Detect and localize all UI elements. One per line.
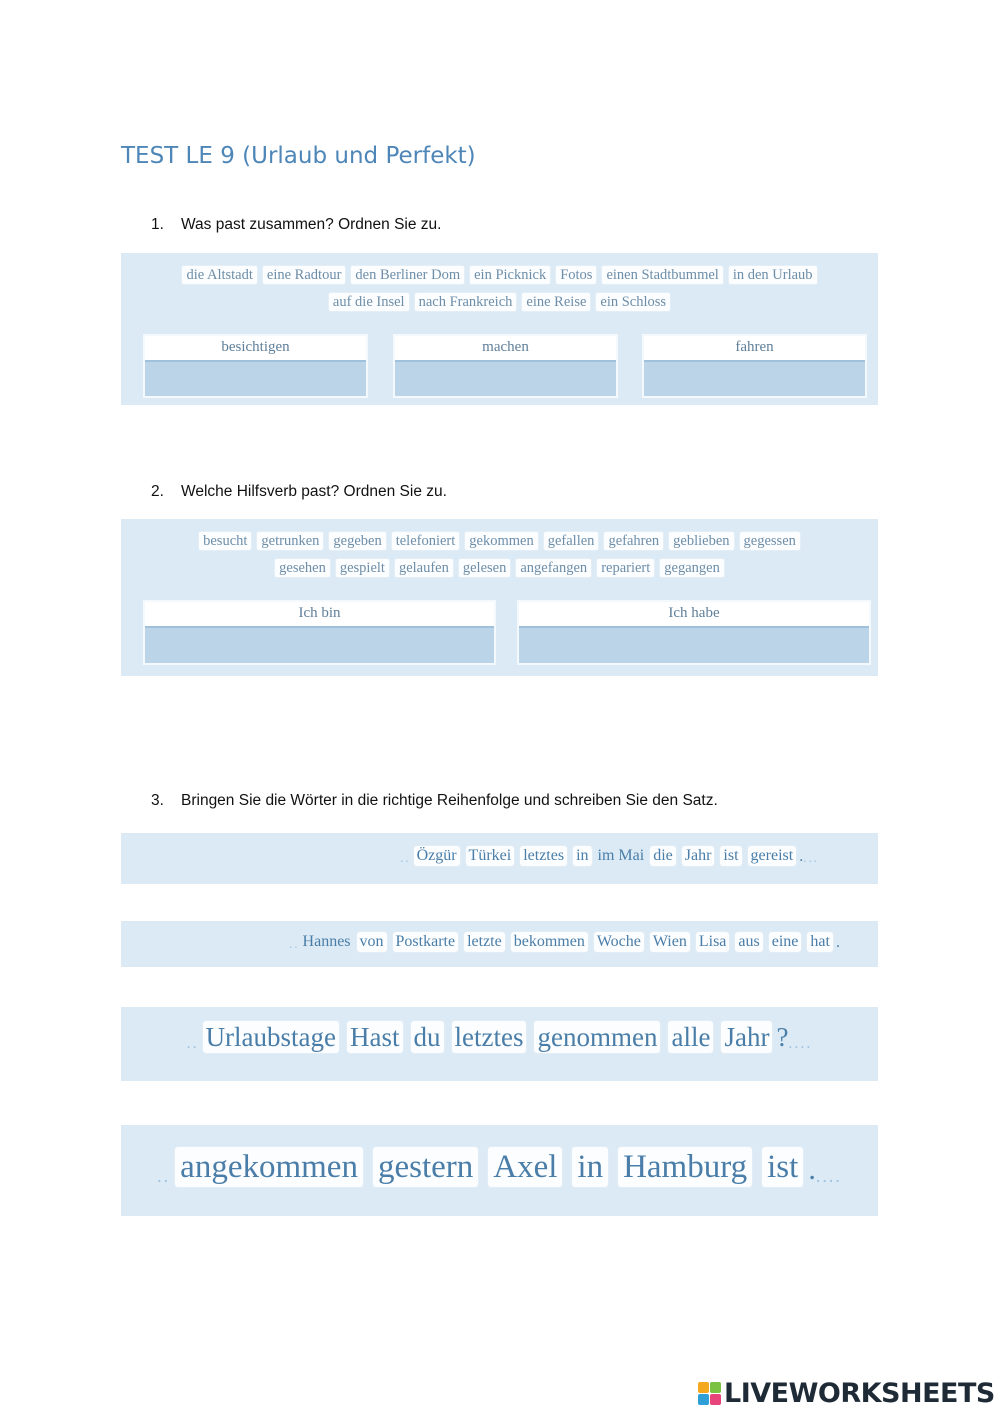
sentence-end-mark: . [799,848,804,865]
drop-box-label: besichtigen [145,336,366,362]
sentence-end-mark: ? [776,1022,789,1052]
drop-box-label: machen [395,336,616,362]
q1-chip-row-2 [121,293,878,320]
drop-box-fahren[interactable] [642,334,867,398]
logo-square [698,1394,709,1405]
draggable-chip[interactable]: gegessen [740,532,800,550]
draggable-chip[interactable]: nach Frankreich [415,293,517,311]
word-tile[interactable]: Hannes [302,933,351,950]
draggable-chip[interactable]: gefallen [544,532,599,550]
word-tile[interactable]: Jahr [682,846,715,866]
word-tile[interactable]: angekommen [175,1147,363,1187]
word-tile[interactable]: Woche [594,932,644,952]
word-tile[interactable]: alle [668,1021,713,1053]
question-text: Was past zusammen? Ordnen Sie zu. [181,216,442,233]
draggable-chip[interactable]: ein Schloss [596,293,670,311]
word-tile[interactable]: in [572,1147,608,1187]
word-tile[interactable]: letztes [452,1021,527,1053]
draggable-chip[interactable]: gegangen [660,559,724,577]
liveworksheets-logo[interactable] [698,1378,995,1409]
question-number: 2. [151,483,164,500]
word-tile[interactable]: Wien [650,932,690,952]
question-3 [151,792,718,810]
word-tile[interactable]: du [411,1021,444,1053]
draggable-chip[interactable]: eine Reise [522,293,590,311]
question-text: Bringen Sie die Wörter in die richtige Reihenfolge und schreiben Sie den Satz. [181,792,718,809]
draggable-chip[interactable]: telefoniert [392,532,460,550]
logo-text: LIVEWORKSHEETS [724,1378,995,1409]
question-number: 1. [151,216,164,233]
draggable-chip[interactable]: gespielt [336,559,389,577]
draggable-chip[interactable]: die Altstadt [182,266,256,284]
draggable-chip[interactable]: besucht [199,532,251,550]
sentence-panel-4 [121,1125,878,1216]
draggable-chip[interactable]: eine Radtour [263,266,346,284]
word-tile[interactable]: Postkarte [393,932,459,952]
word-order-sentence-1: .. Özgür Türkei letztes in im Mai die Jahr ist gereist . ... [400,847,819,865]
draggable-chip[interactable]: den Berliner Dom [351,266,464,284]
word-tile[interactable]: Lisa [696,932,730,952]
draggable-chip[interactable]: auf die Insel [329,293,409,311]
word-tile[interactable]: bekommen [511,932,588,952]
word-tile[interactable]: letzte [464,932,505,952]
word-tile[interactable]: gestern [373,1147,478,1187]
drop-box-label: Ich habe [519,602,869,628]
sentence-end-mark: . [808,1153,816,1186]
draggable-chip[interactable]: Fotos [556,266,596,284]
draggable-chip[interactable]: angefangen [516,559,591,577]
word-tile[interactable]: Urlaubstage [203,1021,339,1053]
draggable-chip[interactable]: gelesen [459,559,510,577]
word-tile[interactable]: gereist [748,846,797,866]
word-tile[interactable]: Hast [347,1021,403,1053]
draggable-chip[interactable]: getrunken [257,532,323,550]
word-tile[interactable]: Özgür [414,846,460,866]
draggable-chip[interactable]: einen Stadtbummel [602,266,722,284]
word-tile[interactable]: Hamburg [618,1147,752,1187]
drop-box-besichtigen[interactable] [143,334,368,398]
draggable-chip[interactable]: ein Picknick [470,266,550,284]
draggable-chip[interactable]: gegeben [329,532,385,550]
word-order-sentence-2: .. Hannes von Postkarte letzte bekommen Woche Wien Lisa aus eine hat . [289,933,840,951]
word-tile[interactable]: ist [720,846,741,866]
q2-chip-row-2 [121,559,878,586]
word-tile[interactable]: in [573,846,591,866]
q2-panel [121,519,878,676]
sentence-panel-2 [121,921,878,967]
sentence-panel-1 [121,833,878,884]
word-tile[interactable]: hat [807,932,833,952]
question-2 [151,483,447,501]
draggable-chip[interactable]: gefahren [604,532,663,550]
liveworksheets-logo-icon [698,1382,721,1405]
logo-square [698,1382,709,1393]
drop-box-ich-bin[interactable] [143,600,496,665]
q1-panel [121,253,878,405]
word-order-sentence-4: .. angekommen gestern Axel in Hamburg ist . .... [157,1149,842,1186]
drop-box-ich-habe[interactable] [517,600,871,665]
page-title: TEST LE 9 (Urlaub und Perfekt) [121,143,476,169]
word-tile[interactable]: eine [769,932,802,952]
draggable-chip[interactable]: repariert [597,559,654,577]
draggable-chip[interactable]: gelaufen [395,559,453,577]
question-text: Welche Hilfsverb past? Ordnen Sie zu. [181,483,447,500]
q2-chip-row-1 [121,532,878,559]
word-order-sentence-3: .. Urlaubstage Hast du letztes genommen alle Jahr ? .... [186,1022,813,1052]
word-tile[interactable]: von [357,932,387,952]
word-tile[interactable]: aus [735,932,762,952]
word-tile[interactable]: Türkei [466,846,515,866]
draggable-chip[interactable]: gekommen [465,532,537,550]
word-tile[interactable]: Axel [488,1147,562,1187]
question-number: 3. [151,792,164,809]
logo-square [710,1382,721,1393]
word-tile[interactable]: die [650,846,676,866]
question-1 [151,216,441,234]
word-tile[interactable]: letztes [520,846,567,866]
word-tile[interactable]: genommen [534,1021,660,1053]
draggable-chip[interactable]: in den Urlaub [729,266,817,284]
word-tile[interactable]: ist [762,1147,803,1187]
draggable-chip[interactable]: gesehen [275,559,330,577]
drop-box-label: Ich bin [145,602,494,628]
drop-box-label: fahren [644,336,865,362]
draggable-chip[interactable]: geblieben [669,532,733,550]
q1-chip-row-1 [121,266,878,293]
sentence-panel-3 [121,1007,878,1081]
word-tile[interactable]: im Mai [597,847,645,864]
drop-box-machen[interactable] [393,334,618,398]
word-tile[interactable]: Jahr [721,1021,772,1053]
sentence-end-mark: . [835,934,840,951]
logo-square [710,1394,721,1405]
